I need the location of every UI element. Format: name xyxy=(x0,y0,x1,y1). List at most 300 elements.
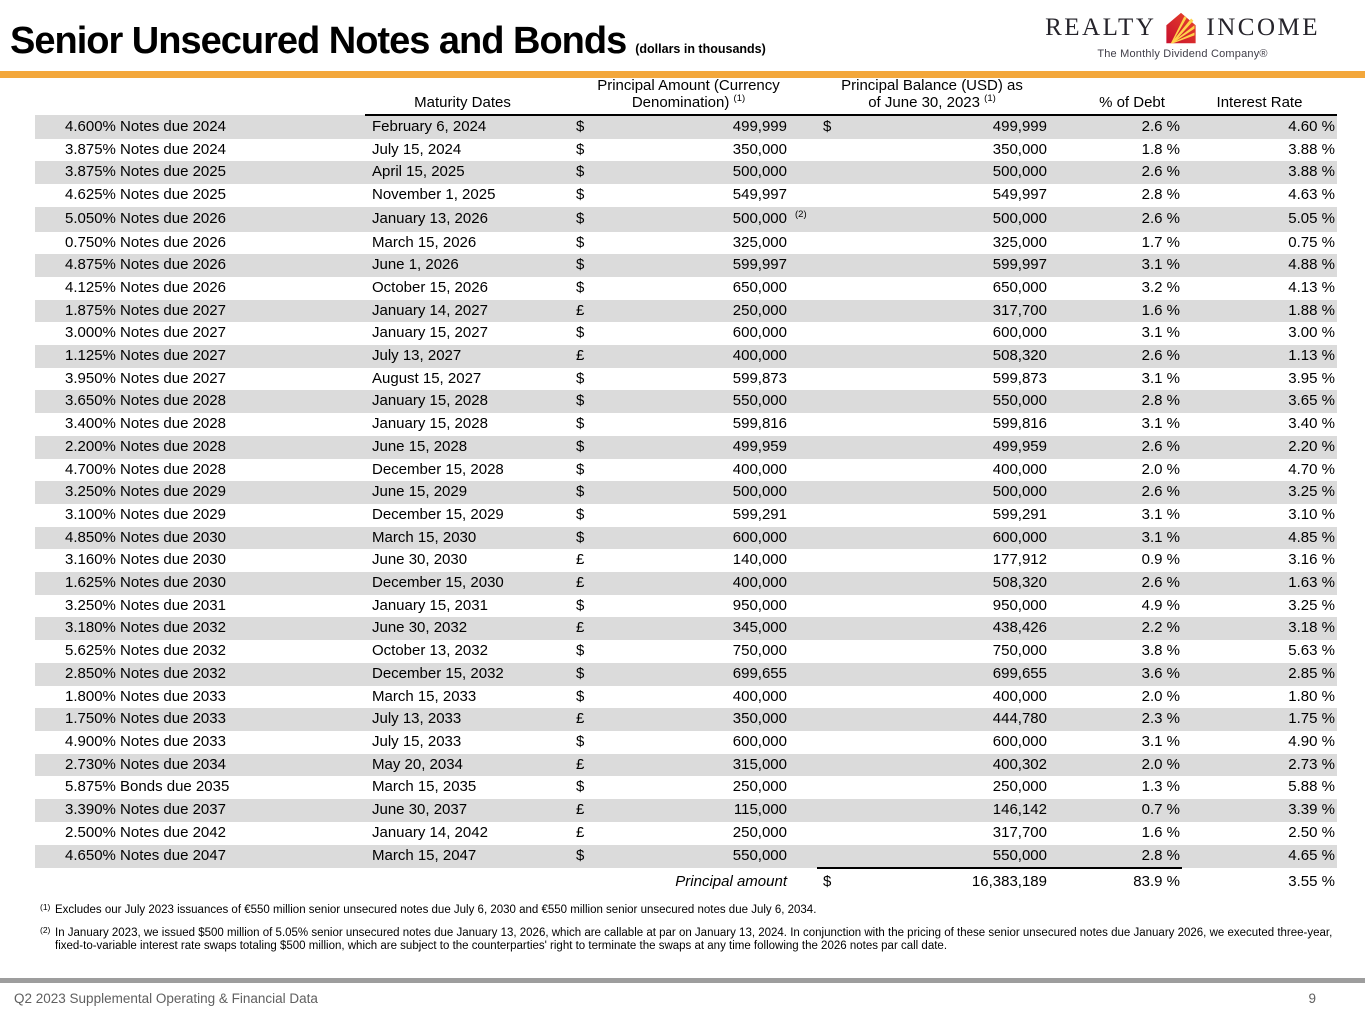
footer-page-number: 9 xyxy=(1308,991,1316,1006)
table-row xyxy=(35,436,1337,459)
balance-currency-symbol xyxy=(817,822,842,845)
house-sunburst-icon xyxy=(1163,10,1199,46)
currency-symbol: $ xyxy=(576,324,585,342)
total-currency-symbol: $ xyxy=(817,868,842,894)
principal-amount: 699,655 xyxy=(590,663,787,686)
balance-currency-symbol xyxy=(817,504,842,527)
principal-amount: 600,000 xyxy=(590,527,787,550)
footnote-marker: (1) xyxy=(40,902,51,913)
pct-of-debt: 2.0 % xyxy=(1141,460,1180,478)
currency-symbol: £ xyxy=(560,300,590,323)
principal-balance: 325,000 xyxy=(992,233,1047,251)
table-row xyxy=(35,686,1337,709)
maturity-date: January 15, 2028 xyxy=(372,415,488,433)
note-name: 0.750% Notes due 2026 xyxy=(65,233,226,251)
maturity-date: January 14, 2042 xyxy=(372,823,488,841)
footnote-ref-2 xyxy=(787,640,817,663)
pct-of-debt: 1.3 % xyxy=(1141,778,1180,796)
currency-symbol: $ xyxy=(560,845,590,869)
table-row xyxy=(35,115,1337,139)
principal-balance: 350,000 xyxy=(992,140,1047,158)
principal-balance: 499,999 xyxy=(842,115,1047,139)
footnote-ref-2 xyxy=(787,708,817,731)
pct-of-debt: 3.1 % xyxy=(1141,369,1180,387)
note-name: 3.250% Notes due 2031 xyxy=(65,596,226,614)
note-name: 1.800% Notes due 2033 xyxy=(65,687,226,705)
footnotes-section xyxy=(40,904,1348,954)
currency-symbol: $ xyxy=(576,369,585,387)
balance-currency-symbol xyxy=(817,731,842,754)
principal-balance: 438,426 xyxy=(842,617,1047,640)
pct-of-debt: 2.6 % xyxy=(1047,207,1182,232)
table-row xyxy=(35,822,1337,845)
pct-of-debt: 3.1 % xyxy=(1141,505,1180,523)
balance-currency-symbol xyxy=(817,436,842,459)
maturity-date: May 20, 2034 xyxy=(365,754,560,777)
footnote-ref-2 xyxy=(787,549,817,572)
logo-word-realty: REALTY xyxy=(1045,14,1157,41)
pct-of-debt: 1.6 % xyxy=(1141,823,1180,841)
note-name: 2.730% Notes due 2034 xyxy=(35,754,365,777)
currency-symbol: $ xyxy=(560,254,590,277)
maturity-date: March 15, 2033 xyxy=(372,687,477,705)
principal-amount: 250,000 xyxy=(590,300,787,323)
pct-of-debt: 2.6 % xyxy=(1047,481,1182,504)
table-row xyxy=(35,459,1337,482)
balance-currency-symbol xyxy=(817,184,842,207)
maturity-date: June 30, 2037 xyxy=(365,799,560,822)
maturity-date: June 30, 2030 xyxy=(372,551,468,569)
footnote-ref-2 xyxy=(787,799,817,822)
maturity-date: June 30, 2032 xyxy=(365,617,560,640)
pct-of-debt: 1.8 % xyxy=(1141,140,1180,158)
maturity-date: December 15, 2030 xyxy=(365,572,560,595)
principal-amount: 549,997 xyxy=(732,186,787,204)
principal-amount: 400,000 xyxy=(590,572,787,595)
currency-symbol: £ xyxy=(560,799,590,822)
balance-currency-symbol xyxy=(817,776,842,799)
footnote-ref-2 xyxy=(787,254,817,277)
table-row xyxy=(35,413,1337,436)
currency-symbol: $ xyxy=(560,663,590,686)
interest-rate: 5.88 % xyxy=(1288,778,1335,796)
currency-symbol: $ xyxy=(576,415,585,433)
principal-balance: 250,000 xyxy=(992,778,1047,796)
principal-balance: 444,780 xyxy=(842,708,1047,731)
principal-amount: 250,000 xyxy=(732,778,787,796)
maturity-date: January 14, 2027 xyxy=(365,300,560,323)
page-title: Senior Unsecured Notes and Bonds xyxy=(10,20,627,62)
principal-amount: 250,000 xyxy=(732,823,787,841)
table-row xyxy=(35,345,1337,368)
maturity-date: June 15, 2029 xyxy=(365,481,560,504)
interest-rate: 4.88 % xyxy=(1182,254,1337,277)
table-row xyxy=(35,776,1337,799)
total-row xyxy=(35,868,1337,894)
units-note: (dollars in thousands) xyxy=(635,42,766,56)
note-name: 1.875% Notes due 2027 xyxy=(35,300,365,323)
footnote-ref-2 xyxy=(787,504,817,527)
footnote-ref-2 xyxy=(787,731,817,754)
maturity-date: October 13, 2032 xyxy=(372,642,488,660)
footnote-ref-2: (2) xyxy=(787,207,817,232)
pct-of-debt: 2.8 % xyxy=(1047,845,1182,869)
footnote-ref-2 xyxy=(787,595,817,618)
pct-of-debt: 2.3 % xyxy=(1047,708,1182,731)
footnote-text: Excludes our July 2023 issuances of €550 million senior unsecured notes due July 6, 2030 and €550 million senior unsecured notes due July 6, 2034. xyxy=(55,904,817,917)
total-interest-rate: 3.55 % xyxy=(1288,872,1335,890)
maturity-date: December 15, 2028 xyxy=(372,460,504,478)
pct-of-debt: 1.7 % xyxy=(1141,233,1180,251)
total-note-spacer xyxy=(787,868,817,894)
table-row xyxy=(35,527,1337,550)
balance-currency-symbol xyxy=(817,708,842,731)
principal-amount: 350,000 xyxy=(732,140,787,158)
note-name: 2.850% Notes due 2032 xyxy=(35,663,365,686)
footnote-ref-2 xyxy=(787,232,817,255)
principal-amount: 115,000 xyxy=(590,799,787,822)
note-name: 5.875% Bonds due 2035 xyxy=(65,778,230,796)
maturity-date: July 15, 2024 xyxy=(372,140,462,158)
principal-balance: 599,816 xyxy=(992,415,1047,433)
maturity-date: December 15, 2032 xyxy=(365,663,560,686)
table-row xyxy=(35,799,1337,822)
principal-amount: 750,000 xyxy=(732,642,787,660)
pct-of-debt: 2.0 % xyxy=(1141,687,1180,705)
note-name: 2.200% Notes due 2028 xyxy=(35,436,365,459)
interest-rate: 1.63 % xyxy=(1182,572,1337,595)
table-row xyxy=(35,232,1337,255)
table-row xyxy=(35,549,1337,572)
table-row xyxy=(35,754,1337,777)
footnote-text: In January 2023, we issued $500 million of 5.05% senior unsecured notes due January 13, 2026, which are callable at par on January 13, 2024. In conjunction with the pricing of these senior unsecured notes due January 2026, we executed three-year, fixed-to-variable interest rate swaps totaling $500 million, which are subject to the counterparties' right to terminate the swaps at any time following the 2026 notes par call date. xyxy=(55,926,1333,953)
total-principal-balance: 16,383,189 xyxy=(842,868,1047,894)
note-name: 5.625% Notes due 2032 xyxy=(65,642,226,660)
col-header-principal-balance: Principal Balance (USD) as of June 30, 2023 $^{(1)}$ xyxy=(817,78,1047,115)
balance-currency-symbol: $ xyxy=(817,115,842,139)
table-row xyxy=(35,390,1337,413)
note-name: 4.900% Notes due 2033 xyxy=(65,732,226,750)
maturity-date: October 15, 2026 xyxy=(372,278,488,296)
principal-balance: 317,700 xyxy=(842,300,1047,323)
note-name: 5.050% Notes due 2026 xyxy=(35,207,365,232)
footer-divider-rule xyxy=(0,978,1365,983)
interest-rate: 4.90 % xyxy=(1288,732,1335,750)
footer-document-title: Q2 2023 Supplemental Operating & Financial Data xyxy=(14,991,318,1006)
balance-currency-symbol xyxy=(817,754,842,777)
principal-amount: 950,000 xyxy=(732,596,787,614)
table-row xyxy=(35,708,1337,731)
principal-amount: 599,997 xyxy=(590,254,787,277)
footnote-ref-2 xyxy=(787,572,817,595)
footnote-ref-2 xyxy=(787,184,817,207)
interest-rate: 3.88 % xyxy=(1288,140,1335,158)
principal-balance: 600,000 xyxy=(842,527,1047,550)
footnote-ref-2 xyxy=(787,459,817,482)
note-name: 3.875% Notes due 2025 xyxy=(35,161,365,184)
currency-symbol: $ xyxy=(576,596,585,614)
pct-of-debt: 3.1 % xyxy=(1047,254,1182,277)
table-row xyxy=(35,731,1337,754)
maturity-date: August 15, 2027 xyxy=(372,369,482,387)
balance-currency-symbol xyxy=(817,254,842,277)
footnote xyxy=(40,924,1348,954)
note-name: 4.875% Notes due 2026 xyxy=(35,254,365,277)
principal-balance: 550,000 xyxy=(842,390,1047,413)
footnote-marker: (2) xyxy=(40,924,51,935)
principal-balance: 499,959 xyxy=(842,436,1047,459)
currency-symbol: $ xyxy=(576,233,585,251)
principal-amount: 400,000 xyxy=(590,345,787,368)
pct-of-debt: 2.6 % xyxy=(1047,161,1182,184)
footnote-ref-2 xyxy=(787,368,817,391)
senior-notes-table xyxy=(35,78,1337,894)
currency-symbol: $ xyxy=(560,390,590,413)
footnote-ref-2 xyxy=(787,277,817,300)
pct-of-debt: 2.6 % xyxy=(1047,572,1182,595)
interest-rate: 3.39 % xyxy=(1182,799,1337,822)
maturity-date: March 15, 2047 xyxy=(365,845,560,869)
maturity-date: July 13, 2027 xyxy=(365,345,560,368)
currency-symbol: $ xyxy=(576,687,585,705)
page-header xyxy=(0,0,1365,71)
interest-rate: 4.70 % xyxy=(1288,460,1335,478)
total-pct-of-debt: 83.9 % xyxy=(1047,868,1182,894)
pct-of-debt: 4.9 % xyxy=(1141,596,1180,614)
balance-currency-symbol xyxy=(817,413,842,436)
principal-balance: 146,142 xyxy=(842,799,1047,822)
note-name: 4.700% Notes due 2028 xyxy=(65,460,226,478)
currency-symbol: £ xyxy=(560,572,590,595)
table-row xyxy=(35,481,1337,504)
interest-rate: 1.80 % xyxy=(1288,687,1335,705)
interest-rate: 4.85 % xyxy=(1182,527,1337,550)
table-row xyxy=(35,300,1337,323)
currency-symbol: $ xyxy=(576,505,585,523)
maturity-date: March 15, 2026 xyxy=(372,233,477,251)
pct-of-debt: 3.1 % xyxy=(1141,415,1180,433)
principal-amount: 400,000 xyxy=(732,687,787,705)
maturity-date: June 1, 2026 xyxy=(365,254,560,277)
note-name: 3.250% Notes due 2029 xyxy=(35,481,365,504)
principal-balance: 600,000 xyxy=(992,324,1047,342)
principal-balance: 500,000 xyxy=(842,207,1047,232)
currency-symbol: £ xyxy=(560,617,590,640)
balance-currency-symbol xyxy=(817,663,842,686)
pct-of-debt: 1.6 % xyxy=(1047,300,1182,323)
table-row xyxy=(35,640,1337,663)
principal-balance: 750,000 xyxy=(992,642,1047,660)
interest-rate: 5.63 % xyxy=(1288,642,1335,660)
footnote-ref-2 xyxy=(787,322,817,345)
col-header-interest-rate: Interest Rate xyxy=(1182,78,1337,115)
principal-amount: 500,000 xyxy=(590,481,787,504)
note-name: 3.650% Notes due 2028 xyxy=(35,390,365,413)
note-name: 4.125% Notes due 2026 xyxy=(65,278,226,296)
principal-amount: 550,000 xyxy=(590,390,787,413)
table-header-row xyxy=(35,78,1337,115)
footnote xyxy=(40,904,1348,918)
note-name: 4.650% Notes due 2047 xyxy=(35,845,365,869)
principal-amount: 500,000 xyxy=(590,161,787,184)
principal-balance: 400,302 xyxy=(842,754,1047,777)
table-row xyxy=(35,322,1337,345)
balance-currency-symbol xyxy=(817,277,842,300)
pct-of-debt: 2.6 % xyxy=(1047,436,1182,459)
table-row xyxy=(35,368,1337,391)
balance-currency-symbol xyxy=(817,345,842,368)
col-header-maturity: Maturity Dates xyxy=(365,78,560,115)
col-header-principal-amount: Principal Amount (Currency Denomination) $^{(1)}$ xyxy=(560,78,817,115)
table-row xyxy=(35,161,1337,184)
principal-balance: 599,291 xyxy=(992,505,1047,523)
table-row xyxy=(35,207,1337,232)
interest-rate: 3.88 % xyxy=(1182,161,1337,184)
footnote-ref-2 xyxy=(787,345,817,368)
principal-balance: 599,997 xyxy=(842,254,1047,277)
interest-rate: 4.60 % xyxy=(1182,115,1337,139)
notes-table-body xyxy=(35,115,1337,868)
principal-balance: 950,000 xyxy=(992,596,1047,614)
interest-rate: 2.73 % xyxy=(1182,754,1337,777)
pct-of-debt: 3.1 % xyxy=(1141,324,1180,342)
footnote-ref-2 xyxy=(787,754,817,777)
interest-rate: 3.95 % xyxy=(1288,369,1335,387)
balance-currency-symbol xyxy=(817,481,842,504)
currency-symbol: £ xyxy=(560,708,590,731)
note-name: 3.180% Notes due 2032 xyxy=(35,617,365,640)
maturity-date: July 15, 2033 xyxy=(372,732,462,750)
note-name: 3.950% Notes due 2027 xyxy=(65,369,226,387)
note-name: 3.100% Notes due 2029 xyxy=(65,505,226,523)
currency-symbol: $ xyxy=(576,278,585,296)
table-row xyxy=(35,663,1337,686)
balance-currency-symbol xyxy=(817,527,842,550)
balance-currency-symbol xyxy=(817,322,842,345)
footnote-ref-2 xyxy=(787,300,817,323)
footnote-ref-2 xyxy=(787,776,817,799)
interest-rate: 2.85 % xyxy=(1182,663,1337,686)
balance-currency-symbol xyxy=(817,232,842,255)
currency-symbol: $ xyxy=(576,778,585,796)
maturity-date: March 15, 2030 xyxy=(365,527,560,550)
maturity-date: January 15, 2027 xyxy=(372,324,488,342)
footnote-ref-2 xyxy=(787,161,817,184)
principal-amount: 599,291 xyxy=(732,505,787,523)
principal-amount: 315,000 xyxy=(590,754,787,777)
maturity-date: June 15, 2028 xyxy=(365,436,560,459)
balance-currency-symbol xyxy=(817,686,842,709)
note-name: 4.625% Notes due 2025 xyxy=(65,186,226,204)
note-name: 1.125% Notes due 2027 xyxy=(35,345,365,368)
interest-rate: 0.75 % xyxy=(1288,233,1335,251)
table-row xyxy=(35,184,1337,207)
footnote-ref-2 xyxy=(787,390,817,413)
balance-currency-symbol xyxy=(817,799,842,822)
principal-amount: 499,999 xyxy=(590,115,787,139)
interest-rate: 1.13 % xyxy=(1182,345,1337,368)
interest-rate: 3.25 % xyxy=(1288,596,1335,614)
footnote-ref-2 xyxy=(787,413,817,436)
maturity-date: July 13, 2033 xyxy=(365,708,560,731)
currency-symbol: $ xyxy=(560,207,590,232)
interest-rate: 2.20 % xyxy=(1182,436,1337,459)
principal-amount: 500,000 xyxy=(590,207,787,232)
currency-symbol: $ xyxy=(560,161,590,184)
table-row xyxy=(35,845,1337,869)
col-header-pct-of-debt: % of Debt xyxy=(1047,78,1182,115)
interest-rate: 3.25 % xyxy=(1182,481,1337,504)
table-row xyxy=(35,617,1337,640)
currency-symbol: $ xyxy=(576,642,585,660)
principal-balance: 550,000 xyxy=(842,845,1047,869)
footnote-ref-2 xyxy=(787,139,817,162)
note-name: 3.390% Notes due 2037 xyxy=(35,799,365,822)
interest-rate: 4.63 % xyxy=(1288,186,1335,204)
principal-balance: 177,912 xyxy=(992,551,1047,569)
balance-currency-symbol xyxy=(817,845,842,869)
pct-of-debt: 0.9 % xyxy=(1141,551,1180,569)
note-name: 4.600% Notes due 2024 xyxy=(35,115,365,139)
footnote-ref-2 xyxy=(787,845,817,869)
balance-currency-symbol xyxy=(817,300,842,323)
principal-balance: 317,700 xyxy=(992,823,1047,841)
footnote-ref-2 xyxy=(787,617,817,640)
table-row xyxy=(35,572,1337,595)
currency-symbol: $ xyxy=(560,115,590,139)
maturity-date: November 1, 2025 xyxy=(372,186,496,204)
currency-symbol: $ xyxy=(576,140,585,158)
interest-rate: 1.88 % xyxy=(1182,300,1337,323)
balance-currency-symbol xyxy=(817,572,842,595)
interest-rate: 3.40 % xyxy=(1288,415,1335,433)
principal-amount: 600,000 xyxy=(732,732,787,750)
principal-balance: 600,000 xyxy=(992,732,1047,750)
balance-currency-symbol xyxy=(817,595,842,618)
logo-tagline: The Monthly Dividend Company® xyxy=(1097,48,1268,60)
currency-symbol: £ xyxy=(576,551,585,569)
principal-amount: 350,000 xyxy=(590,708,787,731)
pct-of-debt: 2.2 % xyxy=(1047,617,1182,640)
maturity-date: January 15, 2028 xyxy=(365,390,560,413)
interest-rate: 3.18 % xyxy=(1182,617,1337,640)
balance-currency-symbol xyxy=(817,617,842,640)
realty-income-logo xyxy=(1045,10,1320,60)
balance-currency-symbol xyxy=(817,640,842,663)
maturity-date: March 15, 2035 xyxy=(372,778,477,796)
balance-currency-symbol xyxy=(817,368,842,391)
maturity-date: December 15, 2029 xyxy=(372,505,504,523)
principal-balance: 549,997 xyxy=(992,186,1047,204)
interest-rate: 3.10 % xyxy=(1288,505,1335,523)
pct-of-debt: 3.2 % xyxy=(1141,278,1180,296)
note-name: 3.160% Notes due 2030 xyxy=(65,551,226,569)
pct-of-debt: 3.6 % xyxy=(1047,663,1182,686)
balance-currency-symbol xyxy=(817,207,842,232)
note-name: 2.500% Notes due 2042 xyxy=(65,823,226,841)
interest-rate: 3.16 % xyxy=(1288,551,1335,569)
principal-amount: 400,000 xyxy=(732,460,787,478)
interest-rate: 4.13 % xyxy=(1288,278,1335,296)
principal-balance: 500,000 xyxy=(842,481,1047,504)
maturity-date: April 15, 2025 xyxy=(365,161,560,184)
table-row xyxy=(35,254,1337,277)
footnote-ref-2 xyxy=(787,663,817,686)
principal-amount: 345,000 xyxy=(590,617,787,640)
note-name: 3.000% Notes due 2027 xyxy=(65,324,226,342)
principal-amount: 140,000 xyxy=(732,551,787,569)
total-label: Principal amount xyxy=(675,872,787,890)
